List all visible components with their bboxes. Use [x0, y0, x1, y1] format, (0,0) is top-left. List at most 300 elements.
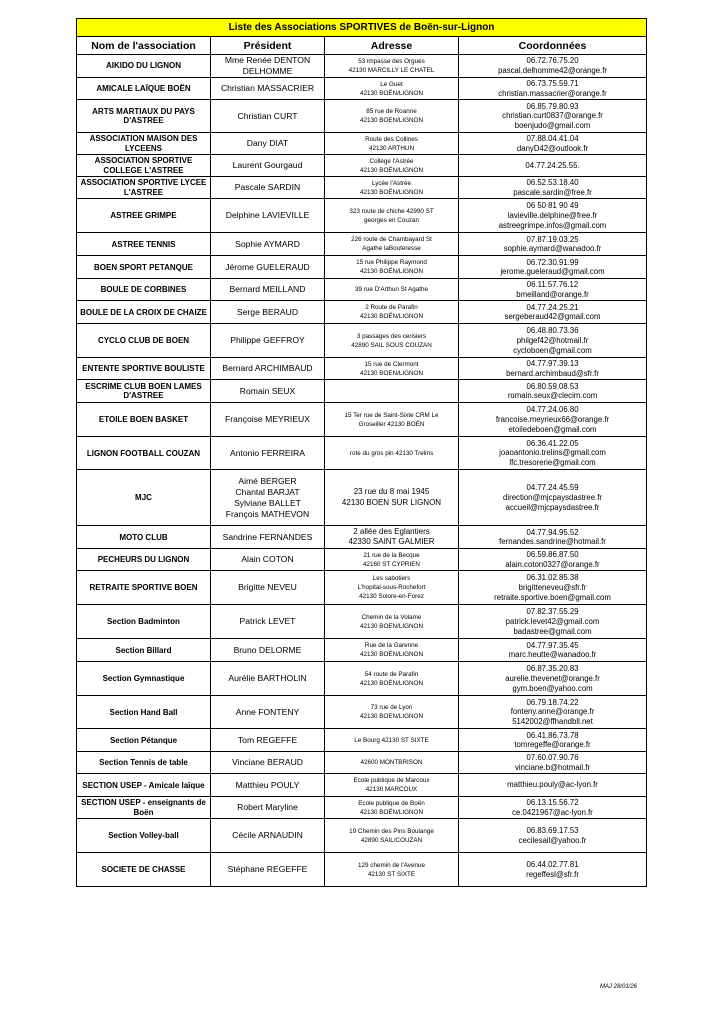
address-line: L'hopital-sous-Rochefort: [357, 584, 426, 592]
association-name-text: CYCLO CLUB DE BOEN: [97, 336, 190, 346]
president-name-line: Françoise MEYRIEUX: [224, 414, 310, 425]
coordinates-line: lfc.tresorerie@gmail.com: [509, 458, 596, 468]
table-row: [77, 526, 647, 549]
table-row: [77, 78, 647, 100]
president-name: [211, 774, 325, 797]
association-name-text: MOTO CLUB: [119, 532, 168, 542]
address-line: 42130 BOEN/LIGNON: [360, 713, 423, 721]
association-name-text: ETOILE BOEN BASKET: [98, 415, 189, 425]
coordinates-line: 04.77.24.25.21: [526, 302, 579, 312]
president-name: [211, 358, 325, 380]
address-line: 42130 ARTHUN: [368, 144, 415, 152]
coordinates-line: 06.59.86.87.50: [526, 550, 579, 560]
coordinates-line: 07.60.07.90.76: [526, 753, 579, 763]
association-name-text: ASSOCIATION SPORTIVE LYCEE L'ASTREE: [80, 178, 207, 197]
president-name: [211, 797, 325, 819]
association-name-text: ENTENTE SPORTIVE BOULISTE: [82, 364, 205, 374]
coordinates-line: matthieu.pouly@ac-lyon.fr: [507, 780, 598, 790]
coordinates-line: 07.82.37.55.29: [526, 607, 579, 617]
table-body: [77, 55, 647, 887]
president-name-line: Alain COTON: [241, 554, 294, 565]
coordinates-line: 06.83.69.17.53: [526, 826, 579, 836]
coordinates: [459, 324, 647, 358]
coordinates-line: 06.52.53.18.40: [526, 178, 579, 188]
table-row: [77, 605, 647, 639]
coordinates-line: retraite.sportive.boen@gmail.com: [494, 592, 611, 602]
coordinates: [459, 133, 647, 155]
president-name: [211, 729, 325, 752]
coordinates-line: direction@mjcpaysdastree.fr: [503, 492, 602, 502]
association-name: [77, 662, 211, 696]
header-president: Président: [211, 37, 325, 55]
president-name-line: Christian CURT: [237, 110, 298, 121]
address-line: 19 Chemin des Pins Boulange: [349, 827, 434, 835]
president-name-line: Antonio FERREIRA: [230, 447, 305, 458]
president-name-line: Robert Maryline: [237, 802, 298, 813]
address: [325, 526, 459, 549]
address: [325, 774, 459, 797]
address: [325, 358, 459, 380]
association-name: [77, 177, 211, 199]
association-name: [77, 78, 211, 100]
coordinates-line: christian.curt0837@orange.fr: [502, 111, 603, 121]
association-name-text: Section Volley-ball: [108, 831, 179, 841]
address-line: 42890 SAIL SOUS COUZAN: [351, 341, 432, 349]
table-row: [77, 55, 647, 78]
association-name: [77, 437, 211, 470]
table-row: [77, 358, 647, 380]
president-name-line: Dany DIAT: [246, 138, 289, 149]
coordinates-line: marc.heutte@wanadoo.fr: [508, 650, 597, 660]
coordinates-line: 06.44.02.77.81: [526, 860, 579, 870]
table-row: [77, 199, 647, 233]
association-name-text: ASTREE GRIMPE: [110, 211, 177, 221]
president-name-line: Patrick LEVET: [239, 616, 296, 627]
coordinates-line: 04.77.24.06.80: [526, 405, 579, 415]
coordinates-line: danyD42@outlook.fr: [516, 143, 589, 153]
address-line: 42130 BOËN/LIGNON: [360, 89, 423, 97]
address-line: 42130 BOËN/LIGNON: [360, 679, 423, 687]
address: [325, 549, 459, 571]
association-name: [77, 301, 211, 324]
address: [325, 301, 459, 324]
association-name-text: AMICALE LAÏQUE BOËN: [96, 84, 191, 94]
address-line: 42130 BOËN/LIGNON: [360, 268, 423, 276]
address-line: 2 allée des Eglantiers: [353, 526, 430, 536]
coordinates-line: vinciane.b@hotmail.fr: [514, 762, 591, 772]
coordinates-line: 06.72.76.75.20: [526, 56, 579, 66]
table-row: [77, 470, 647, 526]
coordinates-line: gym.boen@yahoo.com: [512, 683, 593, 693]
president-name-line: DELHOMME: [242, 66, 293, 77]
president-name-line: Pascale SARDIN: [234, 182, 301, 193]
address-line: 323 route de chiche 42990 ST: [349, 207, 434, 215]
address: [325, 797, 459, 819]
coordinates-line: bmeilland@orange.fr: [516, 289, 589, 299]
address-line: 21 rue de la Becque: [363, 551, 420, 559]
association-name-text: BOULE DE CORBINES: [100, 285, 187, 295]
president-name-line: Delphine LAVIEVILLE: [225, 210, 310, 221]
table-row: [77, 177, 647, 199]
address: [325, 279, 459, 301]
association-name: [77, 470, 211, 526]
president-name: [211, 403, 325, 437]
address-line: 42130 BOËN/LIGNON: [360, 808, 423, 816]
address-line: 53 impasse des Orgues: [358, 58, 425, 66]
coordinates: [459, 571, 647, 605]
address-line: 42130 BOEN/LIGNON: [360, 622, 423, 630]
address-line: 23 rue du 8 mai 1945: [353, 487, 430, 497]
coordinates: [459, 696, 647, 729]
association-name-text: SOCIETE DE CHASSE: [101, 865, 186, 875]
table-row: [77, 155, 647, 177]
association-name: [77, 199, 211, 233]
association-name: [77, 819, 211, 853]
address-line: rote du gros pin 42130 Trelins: [349, 449, 434, 457]
president-name-line: Sylviane BALLET: [234, 497, 301, 508]
president-name: [211, 55, 325, 78]
president-name: [211, 853, 325, 887]
table-row: [77, 797, 647, 819]
address-line: 42130 Solore-en-Forez: [359, 593, 424, 601]
president-name-line: Bruno DELORME: [233, 644, 302, 655]
association-name: [77, 639, 211, 662]
president-name: [211, 233, 325, 256]
header-association: Nom de l'association: [77, 37, 211, 55]
address: [325, 380, 459, 403]
coordinates: [459, 819, 647, 853]
president-name-line: Chantal BARJAT: [235, 486, 300, 497]
address: [325, 177, 459, 199]
table-row: [77, 256, 647, 279]
table-row: [77, 279, 647, 301]
association-name-text: Section Tennis de table: [99, 758, 188, 768]
association-name: [77, 55, 211, 78]
coordinates: [459, 662, 647, 696]
coordinates-line: 06.85.79.80.93: [526, 101, 579, 111]
address: [325, 437, 459, 470]
association-name-text: PECHEURS DU LIGNON: [97, 555, 190, 565]
association-name-text: BOEN SPORT PETANQUE: [94, 262, 193, 272]
coordinates-line: 04.77.94.95.52: [526, 527, 579, 537]
association-name: [77, 752, 211, 774]
address-line: 42160 ST CYPRIEN: [363, 560, 420, 568]
coordinates: [459, 78, 647, 100]
coordinates-line: sergeberaud42@gmail.com: [504, 312, 601, 322]
coordinates-line: 06.80.59.08.53: [526, 381, 579, 391]
association-name: [77, 774, 211, 797]
address-line: 42130 BOËN/LIGNON: [360, 313, 423, 321]
president-name-line: Sandrine FERNANDES: [222, 531, 313, 542]
coordinates: [459, 177, 647, 199]
coordinates-line: 06.41.86.73.78: [526, 730, 579, 740]
address-line: 42130 BOËN/LIGNON: [360, 651, 423, 659]
coordinates-line: badastree@gmail.com: [513, 626, 592, 636]
coordinates-line: jerome.gueleraud@gmail.com: [500, 267, 605, 277]
address-line: 85 rue de Roanne: [366, 108, 417, 116]
coordinates: [459, 233, 647, 256]
president-name-line: Romain SEUX: [239, 385, 296, 396]
association-name: [77, 233, 211, 256]
coordinates-line: cecilesail@yahoo.fr: [518, 835, 587, 845]
address-line: Ecole publique de Marcoux: [353, 777, 430, 785]
coordinates-line: 04.77.97.39.13: [526, 359, 579, 369]
association-name-text: Section Badminton: [107, 617, 180, 627]
address-line: Collège l'Astrée: [369, 157, 414, 165]
association-name: [77, 571, 211, 605]
address: [325, 233, 459, 256]
president-name: [211, 437, 325, 470]
president-name: [211, 133, 325, 155]
association-name: [77, 797, 211, 819]
table-row: [77, 437, 647, 470]
address-line: 129 chemin de l'Avenue: [358, 861, 425, 869]
coordinates-line: francoise.meyrieux66@orange.fr: [495, 414, 610, 424]
address-line: Les sabotiers: [372, 575, 411, 583]
coordinates: [459, 155, 647, 177]
coordinates-line: lavieville.delphine@free.fr: [507, 210, 598, 220]
association-name-text: LIGNON FOOTBALL COUZAN: [86, 448, 201, 458]
coordinates-line: 04.77.97.35.45: [526, 640, 579, 650]
coordinates: [459, 100, 647, 133]
president-name-line: Laurent Gourgaud: [232, 160, 303, 171]
association-name: [77, 729, 211, 752]
coordinates: [459, 797, 647, 819]
coordinates-line: philgef42@hotmail.fr: [516, 335, 589, 345]
header-coordinates: Coordonnées: [459, 37, 647, 55]
table-row: [77, 571, 647, 605]
president-name: [211, 639, 325, 662]
coordinates-line: tomregeffe@orange.fr: [514, 740, 591, 750]
association-name-text: RETRAITE SPORTIVE BOEN: [89, 583, 198, 593]
association-name: [77, 279, 211, 301]
address-line: 15 Ter rue de Saint-Sixte CRM Le: [344, 411, 439, 419]
table-row: [77, 380, 647, 403]
president-name: [211, 819, 325, 853]
table-row: [77, 774, 647, 797]
association-name-text: SECTION USEP - Amicale laïque: [82, 780, 205, 790]
associations-table: [76, 18, 647, 887]
president-name: [211, 526, 325, 549]
address: [325, 324, 459, 358]
association-name: [77, 256, 211, 279]
address-line: Agathe laBouteresse: [362, 245, 421, 253]
address: [325, 605, 459, 639]
coordinates: [459, 256, 647, 279]
table-row: [77, 301, 647, 324]
coordinates: [459, 301, 647, 324]
table-row: [77, 819, 647, 853]
association-name: [77, 100, 211, 133]
coordinates-line: 04.77.24.45.59: [526, 483, 579, 493]
address: [325, 470, 459, 526]
president-name: [211, 100, 325, 133]
address: [325, 571, 459, 605]
address: [325, 696, 459, 729]
address: [325, 403, 459, 437]
coordinates: [459, 729, 647, 752]
coordinates: [459, 403, 647, 437]
address-line: georges en Couzan: [364, 216, 419, 224]
coordinates-line: pascal.delhomme42@orange.fr: [498, 66, 607, 76]
address-line: Le Guet: [380, 80, 403, 88]
address-line: 42130 ST SIXTE: [367, 870, 416, 878]
president-name-line: Sophie AYMARD: [235, 238, 300, 249]
coordinates: [459, 358, 647, 380]
address: [325, 155, 459, 177]
president-name-line: Tom REGEFFE: [237, 734, 298, 745]
association-name: [77, 380, 211, 403]
president-name-line: Aurélie BARTHOLIN: [228, 673, 307, 684]
president-name: [211, 605, 325, 639]
coordinates-line: 06.73.75.59.71: [526, 79, 579, 89]
association-name-text: BOULE DE LA CROIX DE CHAIZE: [80, 307, 207, 317]
address-line: 73 rue de Lyon: [370, 704, 413, 712]
coordinates: [459, 526, 647, 549]
association-name-text: ARTS MARTIAUX DU PAYS D'ASTREE: [92, 106, 195, 126]
coordinates-line: 06.31.02.85.38: [526, 573, 579, 583]
coordinates-line: bernard.archimbaud@sfr.fr: [506, 368, 599, 378]
coordinates-line: 07.88.04.41.04: [526, 134, 579, 144]
coordinates-line: joaoantonio.trelins@gmail.com: [499, 448, 606, 458]
coordinates-line: 04.77.24.25.55.: [525, 160, 580, 170]
association-name: [77, 358, 211, 380]
address-line: 42130 MARCILLY LE CHATEL: [348, 67, 435, 75]
coordinates-line: cycloboen@gmail.com: [513, 345, 592, 355]
president-name: [211, 696, 325, 729]
address-line: Ecole publique de Boën: [358, 799, 425, 807]
table-row: [77, 662, 647, 696]
coordinates: [459, 279, 647, 301]
table-row: [77, 639, 647, 662]
address-line: 42130 BOËN/LIGNON: [360, 166, 423, 174]
president-name-line: Anne FONTENY: [235, 706, 300, 717]
association-name: [77, 403, 211, 437]
coordinates-line: 06.36.41.22.05: [526, 438, 579, 448]
association-name-text: ASTREE TENNIS: [111, 239, 176, 249]
president-name: [211, 324, 325, 358]
table-row: [77, 100, 647, 133]
address-line: 42130 BOEN SUR LIGNON: [341, 497, 442, 507]
address-line: Lycée l'Astrée: [371, 179, 412, 187]
president-name: [211, 380, 325, 403]
coordinates-line: pascale.sardin@free.fr: [513, 187, 592, 197]
president-name: [211, 155, 325, 177]
table-row: [77, 729, 647, 752]
address-line: Le Bourg 42130 ST SIXTE: [354, 736, 429, 744]
table-row: [77, 549, 647, 571]
table-row: [77, 752, 647, 774]
coordinates-line: 06.87.35.20.83: [526, 664, 579, 674]
association-name-text: Section Gymnastique: [102, 674, 185, 684]
coordinates: [459, 752, 647, 774]
coordinates-line: fernandes.sandrine@hotmail.fr: [499, 537, 606, 547]
address-line: Rue de la Garenne: [364, 642, 419, 650]
association-name: [77, 549, 211, 571]
address: [325, 853, 459, 887]
address: [325, 662, 459, 696]
coordinates-line: fonteny.anne@orange.fr: [510, 707, 595, 717]
update-date: MAJ 28/01/26: [600, 984, 638, 990]
coordinates: [459, 549, 647, 571]
coordinates: [459, 380, 647, 403]
address-line: 15 rue Philippe Raymond: [356, 259, 427, 267]
coordinates: [459, 605, 647, 639]
association-name-text: SECTION USEP - enseignants de Boën: [81, 798, 206, 817]
president-name: [211, 549, 325, 571]
coordinates: [459, 470, 647, 526]
coordinates-line: 06.11.57.76.12: [526, 280, 579, 290]
address-line: 42890 SAIL/COUZAN: [360, 836, 423, 844]
address: [325, 752, 459, 774]
president-name-line: Serge BERAUD: [236, 306, 299, 317]
president-name: [211, 279, 325, 301]
table-row: [77, 403, 647, 437]
address-line: 42600 MONTBRISON: [360, 759, 423, 767]
president-name: [211, 470, 325, 526]
coordinates: [459, 199, 647, 233]
association-name: [77, 526, 211, 549]
association-name-text: Section Billard: [115, 645, 172, 655]
coordinates-line: 06.72.30.91.99: [526, 257, 579, 267]
table-row: [77, 853, 647, 887]
association-name-text: ASSOCIATION SPORTIVE COLLEGE L'ASTREE: [94, 156, 193, 175]
address-line: 42130 MARCOUX: [365, 786, 418, 794]
association-name: [77, 605, 211, 639]
coordinates-line: patrick.levet42@gmail.com: [505, 616, 600, 626]
president-name-line: Mme Renée DENTON: [224, 55, 311, 65]
president-name-line: Matthieu POULY: [235, 779, 300, 790]
address-line: Groseiller 42130 BOËN: [358, 420, 425, 428]
coordinates-line: aurelie.thevenet@orange.fr: [505, 673, 600, 683]
coordinates: [459, 774, 647, 797]
coordinates-line: 06.13.15.56.72: [526, 798, 579, 808]
association-name: [77, 853, 211, 887]
president-name-line: Stéphane REGEFFE: [227, 864, 308, 875]
address-line: 54 route de Parafin: [364, 670, 419, 678]
president-name: [211, 199, 325, 233]
coordinates-line: accueil@mjcpaysdastree.fr: [505, 502, 600, 512]
address: [325, 78, 459, 100]
header-address: Adresse: [325, 37, 459, 55]
table-row: [77, 324, 647, 358]
president-name-line: Bernard ARCHIMBAUD: [222, 363, 313, 374]
president-name-line: Brigitte NEVEU: [238, 582, 297, 593]
coordinates-line: 06 50 81 90 49: [526, 201, 579, 211]
president-name: [211, 662, 325, 696]
president-name: [211, 78, 325, 100]
president-name: [211, 752, 325, 774]
table-row: [77, 133, 647, 155]
address-line: Chemin de la Volame: [361, 613, 422, 621]
address-line: 15 rue de Clermont: [364, 360, 419, 368]
coordinates-line: astreegrimpe.infos@gmail.com: [498, 220, 607, 230]
association-name-text: Section Hand Ball: [109, 707, 178, 717]
address-line: 39 rue D'Arthun St Agathe: [355, 286, 428, 294]
coordinates-line: 5142002@ffhandbll.net: [512, 717, 593, 727]
coordinates-line: 06.79.18.74.22: [526, 697, 579, 707]
coordinates-line: christian.massacrier@orange.fr: [498, 88, 607, 98]
address: [325, 256, 459, 279]
address-line: 3 passages des cerisiers: [356, 332, 427, 340]
address-line: 42130 BOEN/LIGNON: [360, 117, 423, 125]
coordinates: [459, 55, 647, 78]
president-name-line: Vinciane BERAUD: [231, 757, 303, 768]
association-name: [77, 324, 211, 358]
coordinates-line: etoiledeboen@gmail.com: [508, 424, 597, 434]
president-name-line: Cécile ARNAUDIN: [232, 830, 303, 841]
president-name: [211, 256, 325, 279]
